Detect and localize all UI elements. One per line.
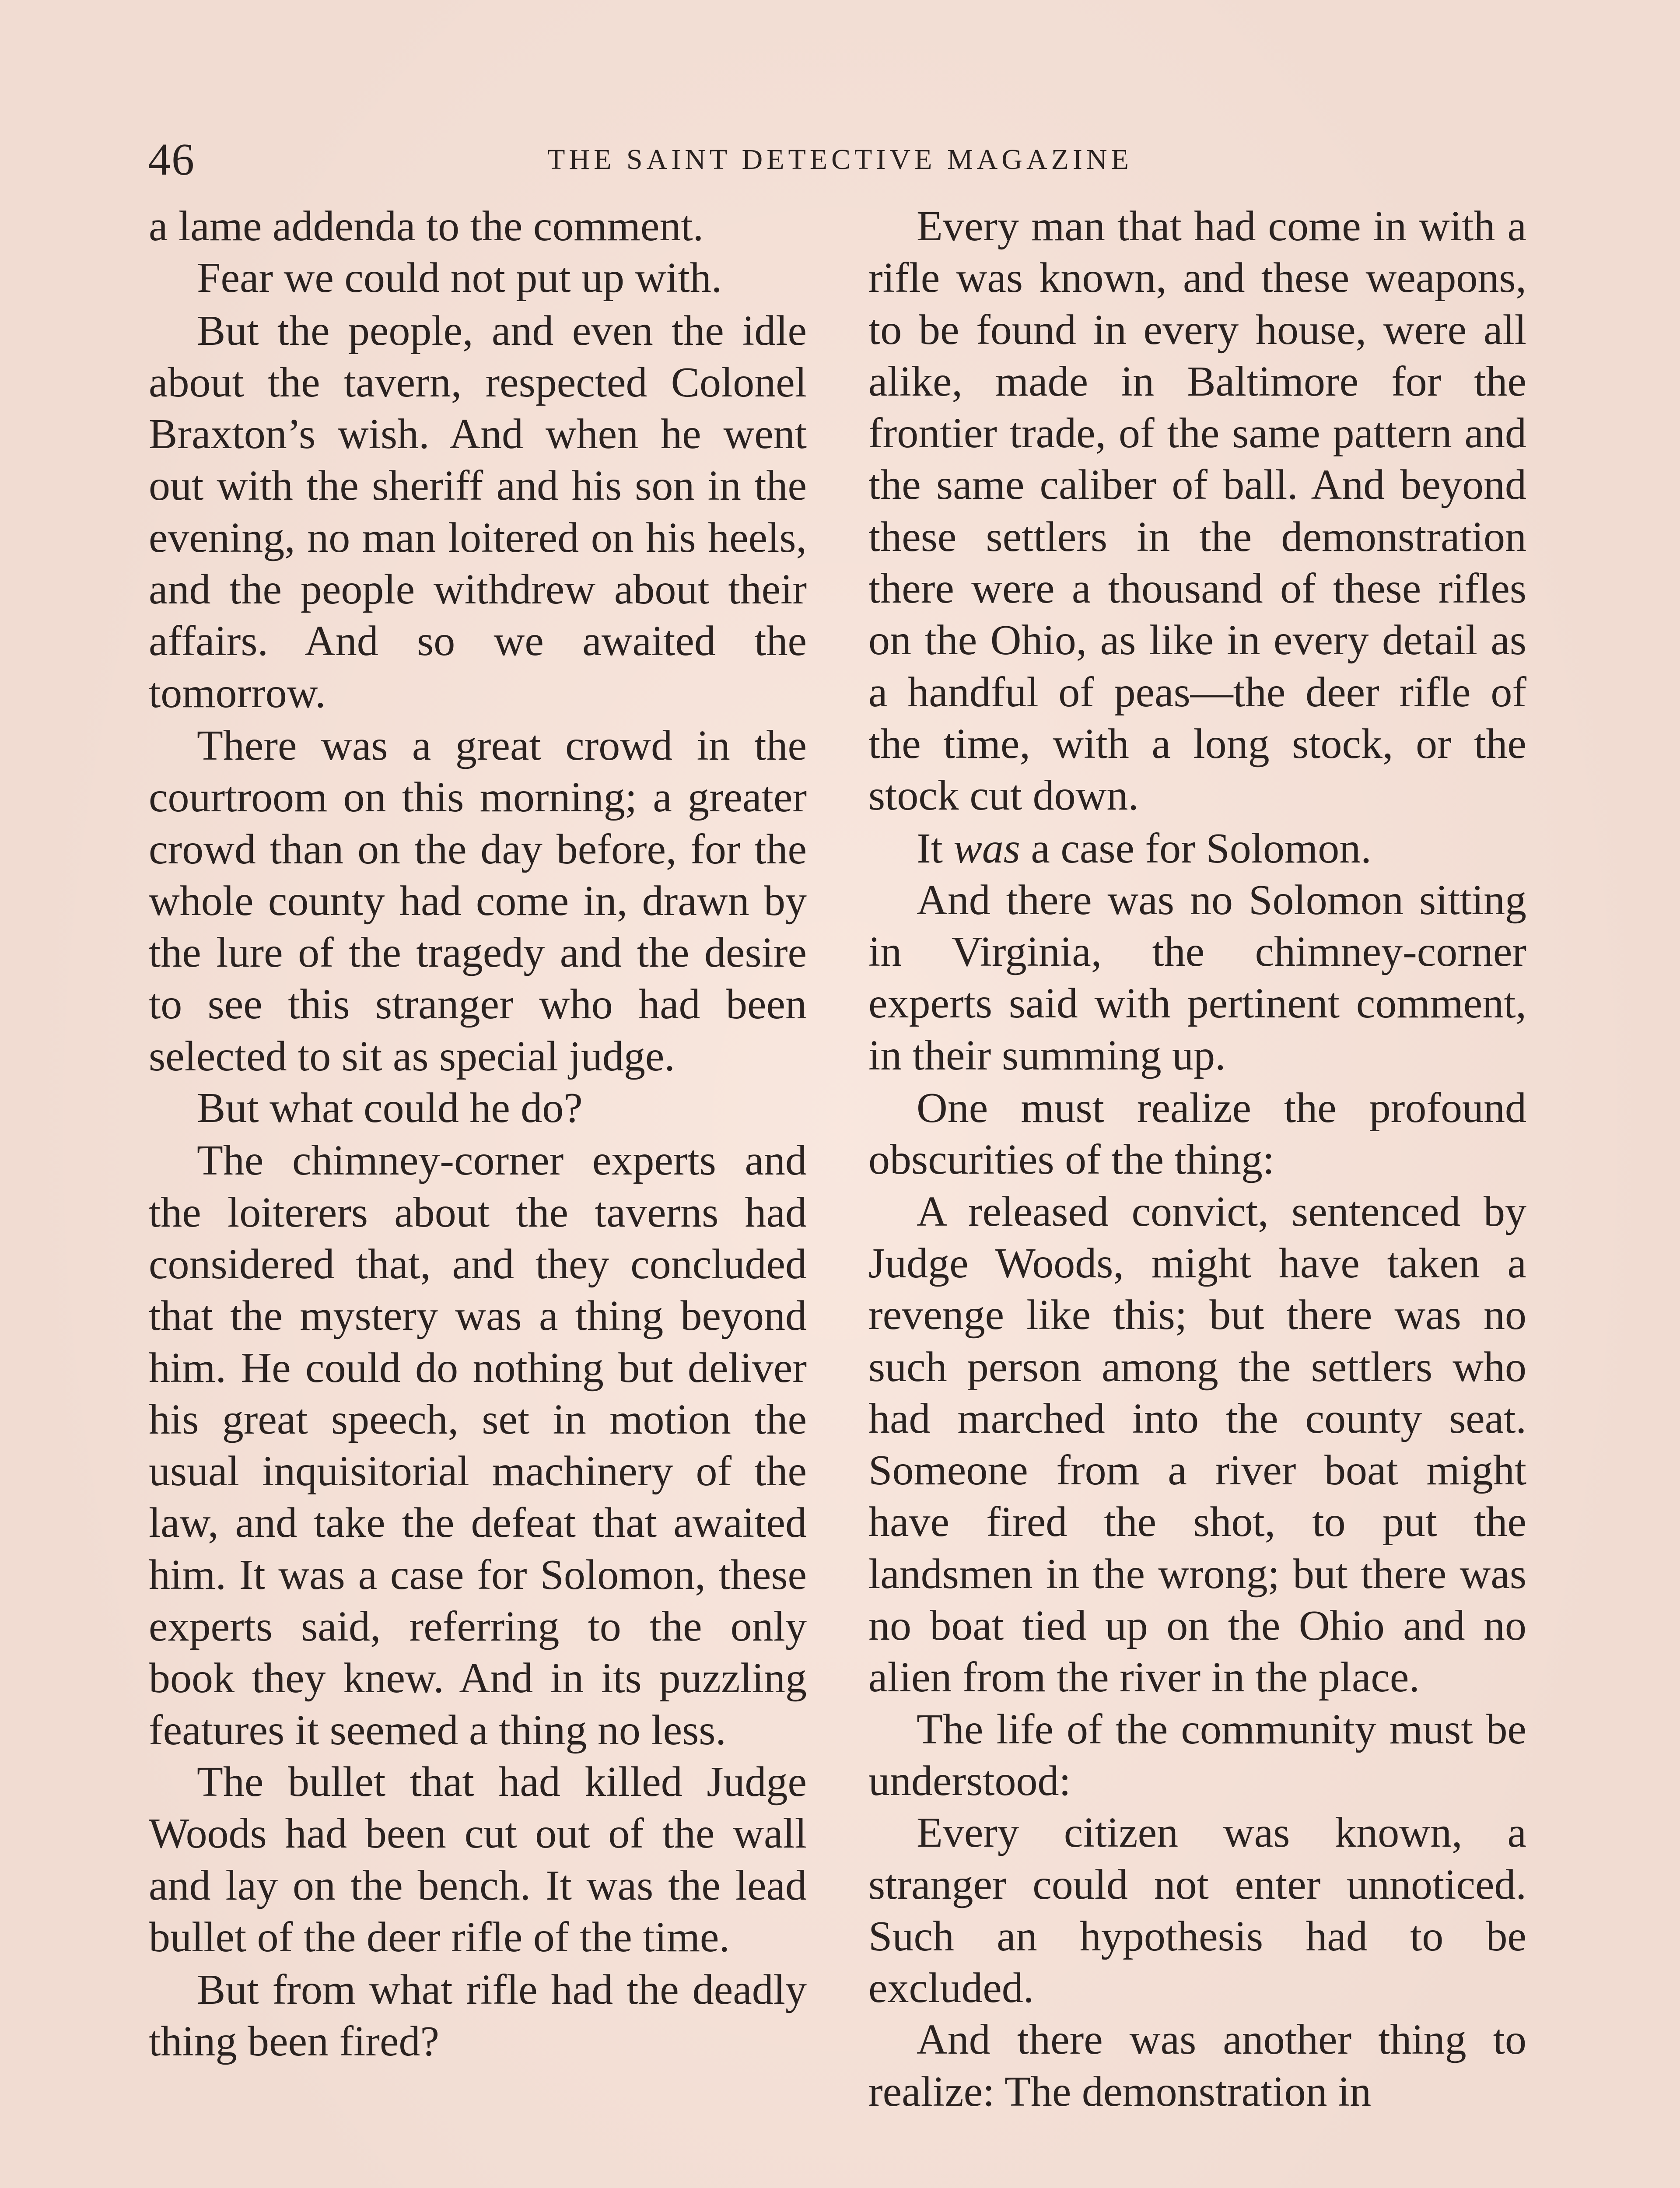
paragraph: But the people, and even the idle about the tavern, respected Colonel Braxton’s wish. And when he went out with the sheriff and his son in the evening, no man loitered on his heels, and the people withdrew about their affairs. And so we awaited the tomorrow. (149, 307, 807, 717)
paragraph: The life of the community must be understood: (868, 1705, 1526, 1805)
emphasized-word: was (953, 824, 1020, 872)
paragraph: But what could he do? (197, 1084, 583, 1132)
paragraph (868, 823, 1526, 874)
paragraph: a lame addenda to the comment. (149, 203, 704, 250)
paragraph-text: It (917, 824, 954, 872)
page-number: 46 (148, 134, 195, 185)
paragraph: One must realize the profound obscurities of the thing: (868, 1084, 1526, 1184)
paragraph: But from what rifle had the deadly thing been fired? (149, 1966, 807, 2065)
paragraph: The bullet that had killed Judge Woods had been cut out of the wall and lay on the bench. It was the lead bullet of the deer rifle of the time. (149, 1758, 807, 1961)
paragraph: Every man that had come in with a rifle was known, and these weapons, to be found in every house, were all alike, made in Baltimore for the frontier trade, of the same pattern and the same caliber of ball. And beyond these settlers in the demonstration there were a thousand of these rifles on the Ohio, as like in every detail as a handful of peas—the deer rifle of the time, with a long stock, or the stock cut down. (868, 203, 1526, 820)
paragraph: Fear we could not put up with. (197, 254, 722, 302)
paragraph: A released convict, sentenced by Judge Woods, might have taken a revenge like this; but there was no such person among the settlers who had marched into the county seat. Someone from a river boat might have fired the shot, to put the landsmen in the wrong; but there was no boat tied up on the Ohio and no alien from the river in the place. (868, 1188, 1526, 1701)
paragraph: Every citizen was known, a stranger could not enter unnoticed. Such an hypothesis had to be excluded. (868, 1809, 1526, 2012)
magazine-title: THE SAINT DETECTIVE MAGAZINE (547, 144, 1133, 175)
running-head (148, 131, 1532, 188)
paragraph: There was a great crowd in the courtroom on this morning; a greater crowd than on the day before, for the whole county had come in, drawn by the lure of the tragedy and the desire to see this stranger who had been selected to sit as special judge. (149, 722, 807, 1080)
paragraph: And there was another thing to realize: The demonstration in (868, 2016, 1526, 2115)
left-text-column (149, 200, 807, 2068)
paragraph: And there was no Solomon sitting in Virginia, the chimney-corner experts said with pertinent comment, in their summing up. (868, 876, 1526, 1079)
paragraph-text: a case for Solomon. (1020, 824, 1372, 872)
right-text-column (868, 200, 1526, 2118)
paragraph: The chimney-corner experts and the loiterers about the taverns had considered that, and they concluded that the mystery was a thing beyond him. He could do nothing but deliver his great speech, set in motion the usual inquisitorial machinery of the law, and take the defeat that awaited him. It was a case for Solomon, these experts said, referring to the only book they knew. And in its puzzling features it seemed a thing no less. (149, 1137, 807, 1754)
